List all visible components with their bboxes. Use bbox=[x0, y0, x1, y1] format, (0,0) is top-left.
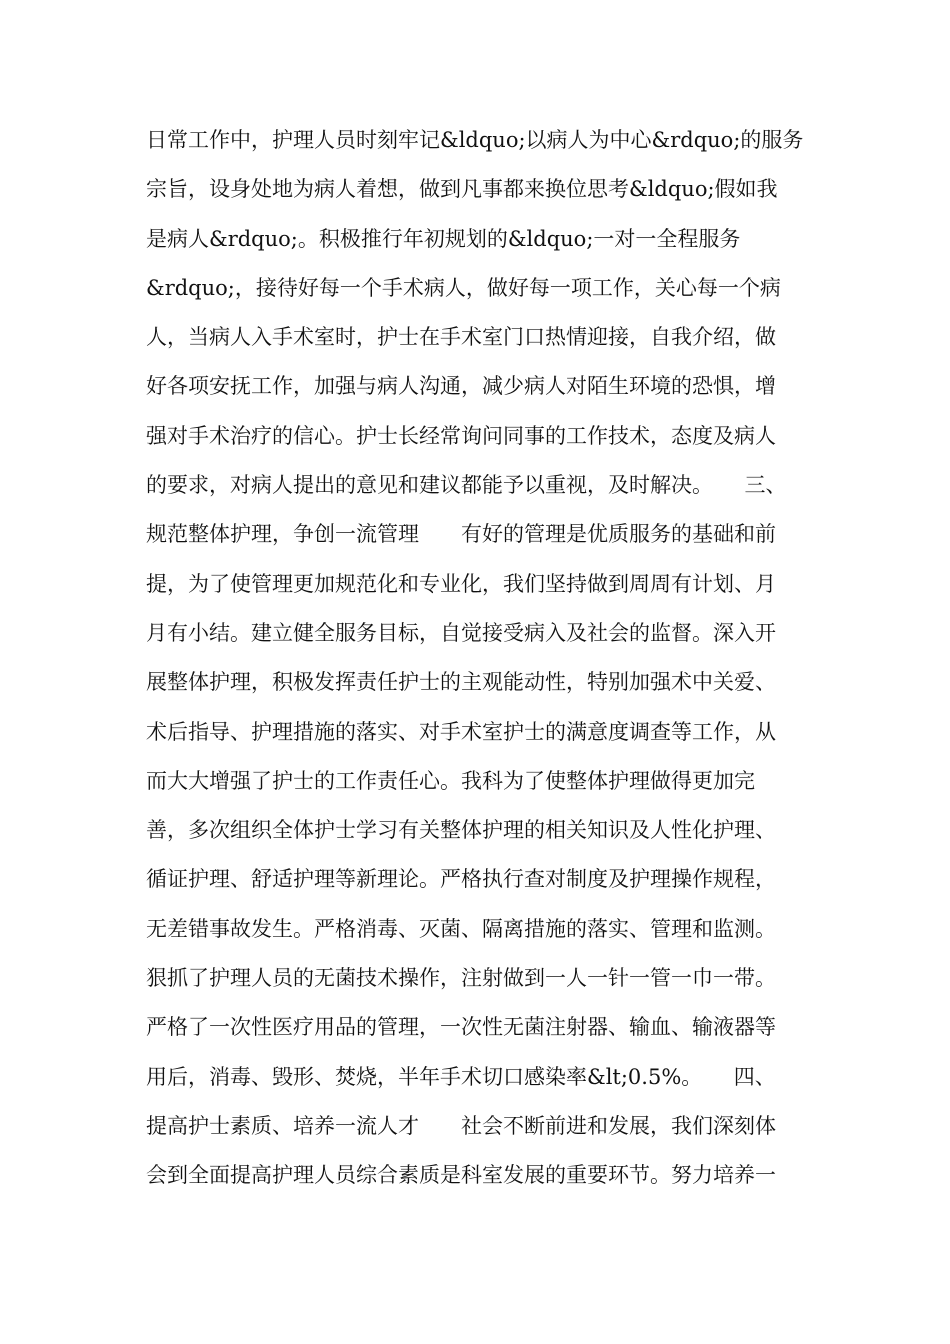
text-line: 是病人&rdquo;。积极推行年初规划的&ldquo;一对一全程服务 bbox=[146, 226, 741, 251]
text-line: 好各项安抚工作，加强与病人沟通，减少病人对陌生环境的恐惧，增 bbox=[146, 374, 776, 399]
text-line: 术后指导、护理措施的落实、对手术室护士的满意度调查等工作，从 bbox=[146, 719, 776, 744]
text-line: 宗旨，设身处地为病人着想，做到凡事都来换位思考&ldquo;假如我 bbox=[146, 177, 778, 202]
text-line: 提，为了使管理更加规范化和专业化，我们坚持做到周周有计划、月 bbox=[146, 571, 776, 596]
text-line: 展整体护理，积极发挥责任护士的主观能动性，特别加强术中关爱、 bbox=[146, 670, 776, 695]
text-line: 会到全面提高护理人员综合素质是科室发展的重要环节。努力培养一 bbox=[146, 1163, 776, 1188]
text-line: 月有小结。建立健全服务目标，自觉接受病入及社会的监督。深入开 bbox=[146, 620, 776, 645]
text-line: 而大大增强了护士的工作责任心。我科为了使整体护理做得更加完 bbox=[146, 768, 755, 793]
text-line: 善，多次组织全体护士学习有关整体护理的相关知识及人性化护理、 bbox=[146, 818, 776, 843]
text-line: 提高护士素质、培养一流人才 社会不断前进和发展，我们深刻体 bbox=[146, 1113, 776, 1138]
text-line: 强对手术治疗的信心。护士长经常询问同事的工作技术，态度及病人 bbox=[146, 423, 776, 448]
text-line: &rdquo;，接待好每一个手术病人，做好每一项工作，关心每一个病 bbox=[146, 275, 781, 300]
text-line: 用后，消毒、毁形、焚烧，半年手术切口感染率&lt;0.5%。 四、 bbox=[146, 1064, 776, 1089]
text-line: 日常工作中，护理人员时刻牢记&ldquo;以病人为中心&rdquo;的服务 bbox=[146, 128, 804, 152]
text-line: 循证护理、舒适护理等新理论。严格执行查对制度及护理操作规程， bbox=[146, 867, 776, 892]
text-line: 严格了一次性医疗用品的管理，一次性无菌注射器、输血、输液器等 bbox=[146, 1015, 776, 1040]
text-line: 狠抓了护理人员的无菌技术操作，注射做到一人一针一管一巾一带。 bbox=[146, 966, 776, 991]
body-text bbox=[146, 116, 826, 1201]
text-line: 无差错事故发生。严格消毒、灭菌、隔离措施的落实、管理和监测。 bbox=[146, 916, 776, 941]
text-line: 人，当病人入手术室时，护士在手术室门口热情迎接，自我介绍，做 bbox=[146, 325, 776, 350]
text-line: 的要求，对病人提出的意见和建议都能予以重视，及时解决。 三、 bbox=[146, 473, 787, 498]
text-line: 规范整体护理，争创一流管理 有好的管理是优质服务的基础和前 bbox=[146, 522, 776, 547]
